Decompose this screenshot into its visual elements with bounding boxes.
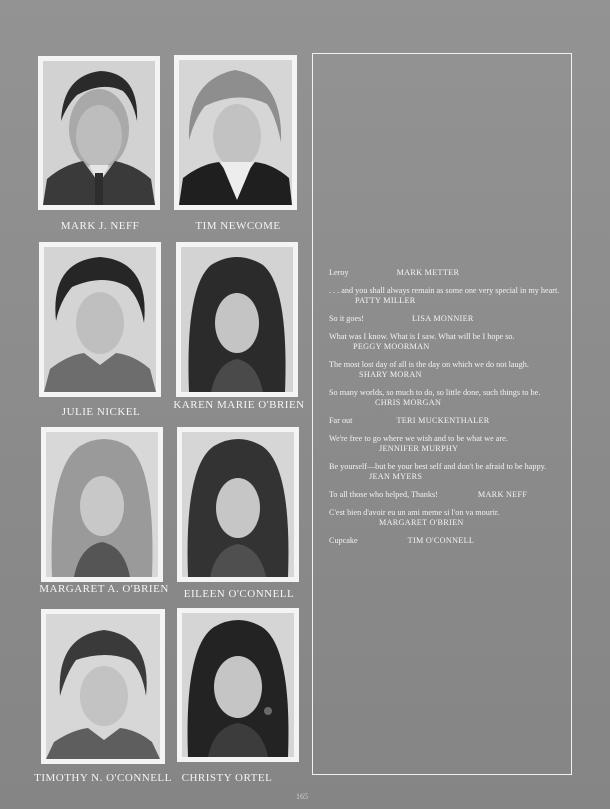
student-name: KAREN MARIE O'BRIEN bbox=[173, 399, 305, 411]
quote-item bbox=[329, 490, 561, 500]
quote-author: TERI MUCKENTHALER bbox=[396, 416, 490, 425]
student-photo bbox=[176, 242, 298, 397]
quote-text: Far out bbox=[329, 416, 353, 425]
quote-text: Leroy bbox=[329, 268, 349, 277]
student-name: JULIE NICKEL bbox=[61, 406, 141, 418]
portrait-image bbox=[43, 61, 155, 205]
quote-author: MARK METTER bbox=[396, 268, 460, 277]
quote-item bbox=[329, 462, 561, 482]
quotes-list bbox=[329, 268, 561, 554]
quote-text: So many worlds, so much to do, so little done, such things to be. bbox=[329, 388, 541, 397]
student-name: MARGARET A. O'BRIEN bbox=[39, 583, 169, 595]
portrait-image bbox=[182, 613, 294, 757]
quote-author: CHRIS MORGAN bbox=[375, 398, 442, 407]
student-name: CHRISTY ORTEL bbox=[181, 772, 273, 784]
quote-item bbox=[329, 508, 561, 528]
student-name: EILEEN O'CONNELL bbox=[183, 588, 295, 600]
quote-author: MARGARET O'BRIEN bbox=[379, 518, 464, 527]
quote-text: . . . and you shall always remain as some one very special in my heart. bbox=[329, 286, 560, 295]
student-name: TIMOTHY N. O'CONNELL bbox=[34, 772, 172, 784]
quote-author: JENNIFER MURPHY bbox=[379, 444, 459, 453]
student-name: MARK J. NEFF bbox=[60, 220, 140, 232]
student-photo bbox=[174, 55, 297, 210]
quote-author: TIM O'CONNELL bbox=[407, 536, 475, 545]
student-photo bbox=[38, 56, 160, 210]
quote-author: LISA MONNIER bbox=[412, 314, 474, 323]
portrait-image bbox=[179, 60, 292, 205]
quote-author: PATTY MILLER bbox=[355, 296, 416, 305]
quote-item bbox=[329, 434, 561, 454]
student-photo bbox=[41, 427, 163, 582]
student-photo bbox=[177, 427, 299, 582]
quote-item bbox=[329, 388, 561, 408]
portrait-image bbox=[44, 247, 156, 392]
quote-author: PEGGY MOORMAN bbox=[353, 342, 430, 351]
quote-text: We're free to go where we wish and to be what we are. bbox=[329, 434, 508, 443]
quote-item bbox=[329, 536, 561, 546]
portrait-image bbox=[46, 614, 160, 759]
quote-text: To all those who helped, Thanks! bbox=[329, 490, 438, 499]
quote-text: So it goes! bbox=[329, 314, 365, 323]
quote-author: SHARY MORAN bbox=[359, 370, 422, 379]
quote-author: MARK NEFF bbox=[477, 490, 528, 499]
student-photo bbox=[177, 608, 299, 762]
portrait-image bbox=[181, 247, 293, 392]
quote-text: The most lost day of all is the day on which we do not laugh. bbox=[329, 360, 529, 369]
student-name: TIM NEWCOME bbox=[195, 220, 281, 232]
quote-item bbox=[329, 360, 561, 380]
quote-item bbox=[329, 286, 561, 306]
quote-item bbox=[329, 416, 561, 426]
quote-item bbox=[329, 314, 561, 324]
quote-text: Cupcake bbox=[329, 536, 358, 545]
quote-item bbox=[329, 332, 561, 352]
quote-text: What was I know. What is I saw. What will be I hope so. bbox=[329, 332, 515, 341]
quote-author: JEAN MYERS bbox=[369, 472, 423, 481]
portrait-image bbox=[182, 432, 294, 577]
senior-quotes-panel bbox=[312, 53, 572, 775]
student-photo bbox=[41, 609, 165, 764]
portrait-image bbox=[46, 432, 158, 577]
student-photo bbox=[39, 242, 161, 397]
quote-item bbox=[329, 268, 561, 278]
page-number: 165 bbox=[296, 792, 308, 801]
quote-text: Be yourself—but be your best self and don't be afraid to be happy. bbox=[329, 462, 547, 471]
quote-text: C'est bien d'avoir eu un ami meme si l'on va mourir. bbox=[329, 508, 500, 517]
